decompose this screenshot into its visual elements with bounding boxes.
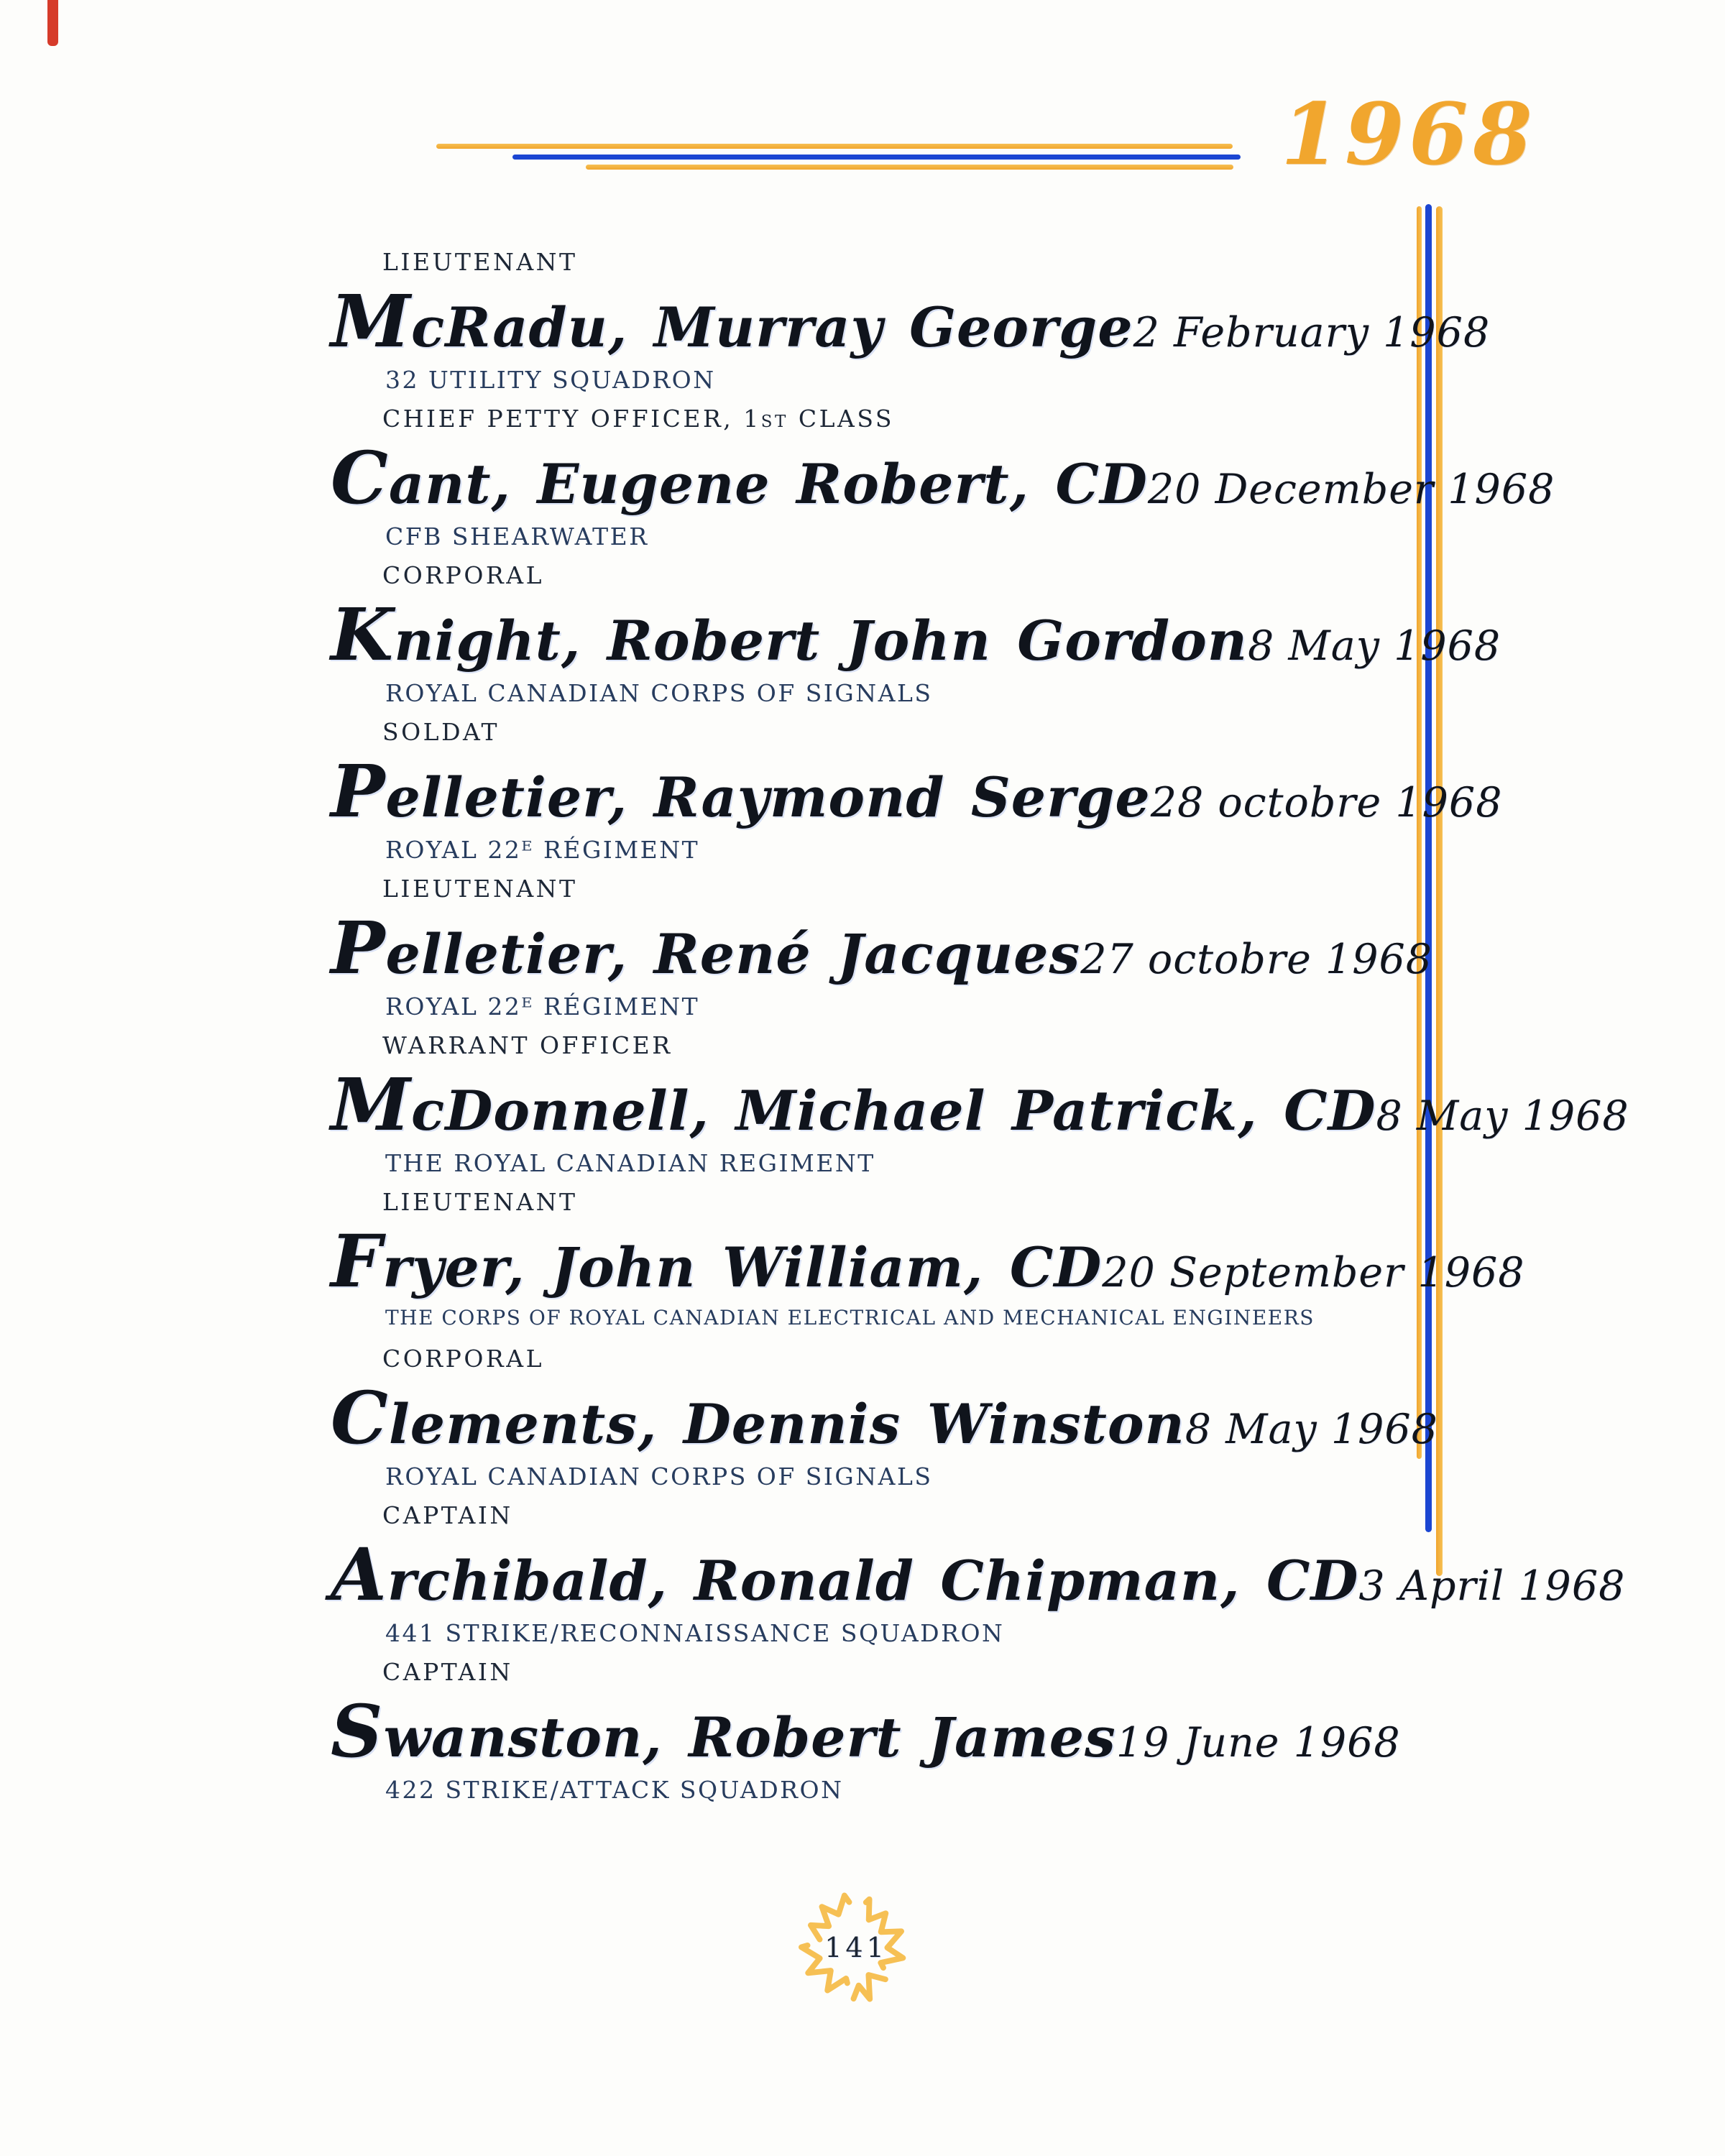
memorial-date: 8 May 1968 — [1248, 622, 1501, 670]
unit-label: THE ROYAL CANADIAN REGIMENT — [385, 1149, 875, 1178]
page-edge-mark — [47, 0, 58, 46]
name-row — [331, 1061, 1629, 1148]
rank-label: CORPORAL — [382, 561, 545, 589]
memorial-entry — [331, 875, 1433, 1032]
memorial-entry — [331, 405, 1555, 562]
memorial-date: 20 September 1968 — [1102, 1248, 1525, 1296]
unit-label: CFB SHEARWATER — [385, 522, 649, 551]
person-name: Swanston, Robert James — [331, 1688, 1116, 1774]
name-row — [331, 1531, 1626, 1618]
unit-label: THE CORPS OF ROYAL CANADIAN ELECTRICAL AND MECHANICAL ENGINEERS — [385, 1306, 1315, 1330]
memorial-date: 3 April 1968 — [1358, 1562, 1626, 1610]
name-row — [331, 1374, 1438, 1462]
name-row — [331, 591, 1501, 678]
memorial-date: 8 May 1968 — [1376, 1092, 1629, 1140]
header-rule-blue — [512, 155, 1241, 160]
name-row — [331, 1687, 1401, 1775]
rank-label: WARRANT OFFICER — [382, 1031, 673, 1059]
unit-label: 422 STRIKE/ATTACK SQUADRON — [385, 1776, 844, 1805]
person-name: McRadu, Murray George — [331, 278, 1133, 364]
memorial-entry — [331, 1188, 1525, 1345]
person-name: Cant, Eugene Robert, CD — [331, 435, 1148, 520]
memorial-date: 19 June 1968 — [1116, 1718, 1401, 1766]
unit-label: ROYAL CANADIAN CORPS OF SIGNALS — [385, 1462, 933, 1491]
unit-label: 441 STRIKE/RECONNAISSANCE SQUADRON — [385, 1619, 1005, 1648]
memorial-entry — [331, 248, 1491, 405]
person-name: Fryer, John William, CD — [331, 1218, 1103, 1304]
rank-label: CAPTAIN — [382, 1501, 513, 1529]
unit-label: ROYAL 22ᴱ RÉGIMENT — [385, 836, 700, 865]
name-row — [331, 904, 1433, 992]
year-heading: 1968 — [1281, 84, 1537, 184]
page-number: 141 — [824, 1932, 888, 1963]
memorial-date: 28 octobre 1968 — [1150, 778, 1503, 826]
rank-label: LIEUTENANT — [382, 1188, 578, 1216]
memorial-entry — [331, 561, 1501, 719]
memorial-entry — [331, 718, 1503, 875]
memorial-entry — [331, 1031, 1629, 1189]
unit-label: 32 UTILITY SQUADRON — [385, 366, 716, 395]
person-name: Clements, Dennis Winston — [331, 1375, 1185, 1460]
memorial-date: 8 May 1968 — [1184, 1405, 1438, 1453]
rank-label: CHIEF PETTY OFFICER, 1st CLASS — [382, 405, 895, 433]
memorial-entry — [331, 1501, 1626, 1659]
person-name: Pelletier, René Jacques — [331, 905, 1081, 990]
rank-label: CAPTAIN — [382, 1658, 513, 1686]
name-row — [331, 1217, 1525, 1305]
person-name: Pelletier, Raymond Serge — [331, 748, 1151, 834]
memorial-entry — [331, 1658, 1401, 1815]
unit-label: ROYAL 22ᴱ RÉGIMENT — [385, 992, 700, 1021]
vertical-rule-gold-right — [1436, 206, 1443, 1576]
rank-label: CORPORAL — [382, 1345, 545, 1373]
memorial-entry — [331, 1345, 1438, 1502]
person-name: Archibald, Ronald Chipman, CD — [331, 1531, 1359, 1617]
rank-label: LIEUTENANT — [382, 875, 578, 903]
person-name: Knight, Robert John Gordon — [331, 591, 1248, 677]
header-rule-gold-top — [436, 144, 1233, 149]
memorial-entries-list — [331, 248, 1629, 1815]
rank-label: SOLDAT — [382, 718, 500, 746]
person-name: McDonnell, Michael Patrick, CD — [331, 1061, 1376, 1147]
rank-label: LIEUTENANT — [382, 248, 578, 276]
memorial-date: 20 December 1968 — [1147, 465, 1555, 513]
name-row — [331, 434, 1555, 522]
vertical-rule-blue — [1425, 204, 1432, 1532]
name-row — [331, 277, 1491, 365]
name-row — [331, 747, 1503, 835]
unit-label: ROYAL CANADIAN CORPS OF SIGNALS — [385, 679, 933, 708]
header-rule-gold-bottom — [586, 165, 1233, 170]
memorial-date: 27 octobre 1968 — [1080, 935, 1433, 983]
memorial-date: 2 February 1968 — [1133, 308, 1491, 356]
